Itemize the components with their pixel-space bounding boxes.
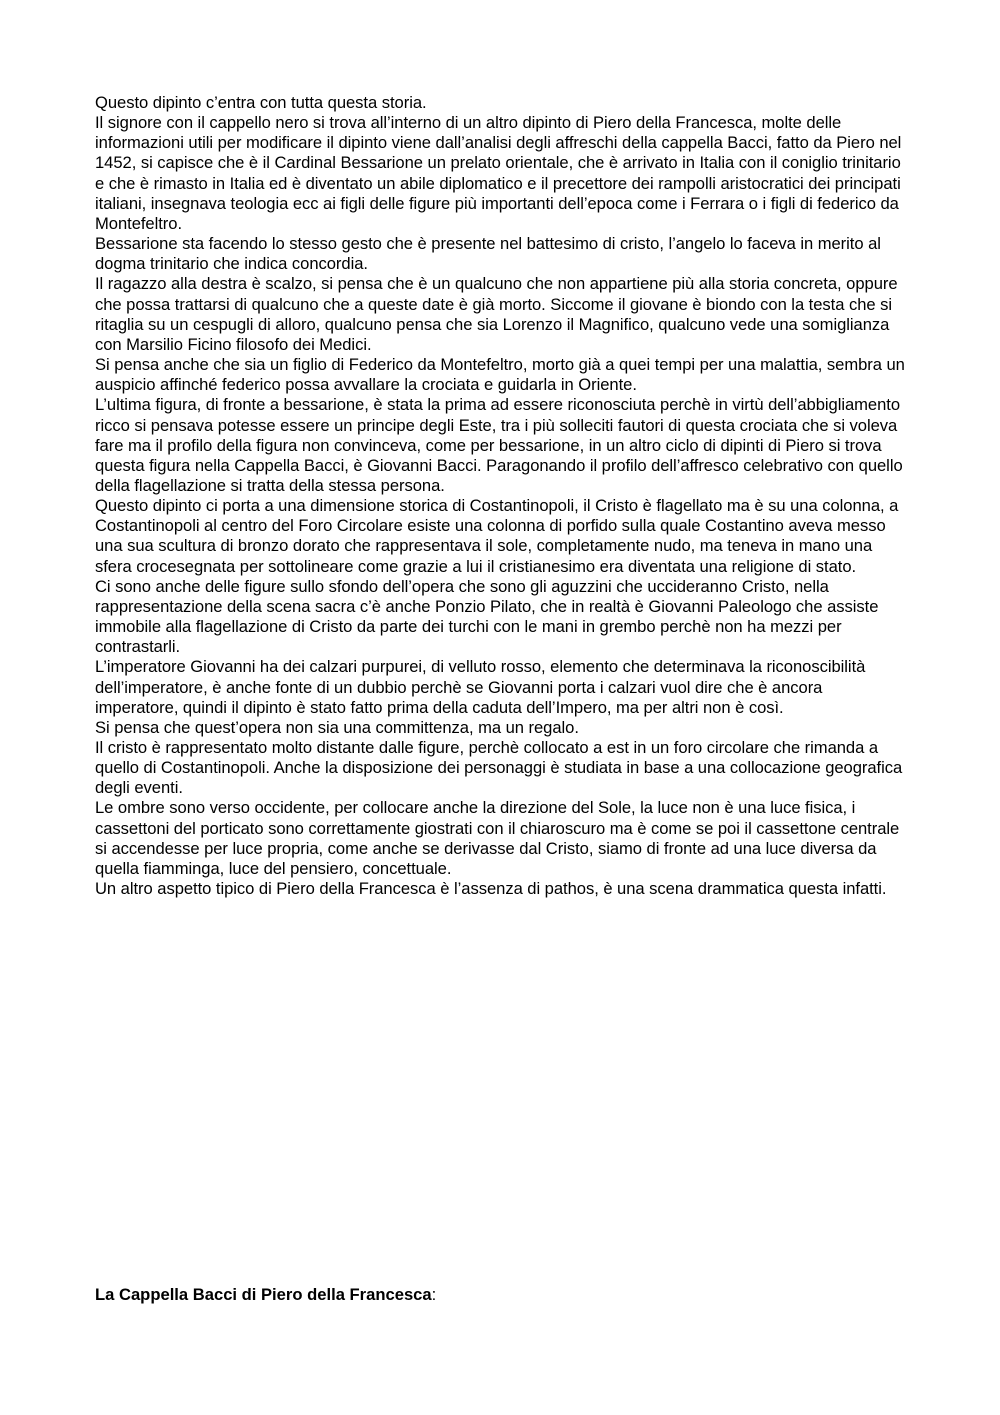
paragraph: Le ombre sono verso occidente, per collocare anche la direzione del Sole, la luce non è una luce fisica, i cassettoni del porticato sono correttamente giostrati con il chiaroscuro ma è come se poi il cassettone centrale si accendesse per luce propria, come anche se derivasse dal Cristo, siamo di fronte ad una luce diversa da quella fiamminga, luce del pensiero, concettuale. (95, 798, 900, 878)
section-heading (95, 1285, 436, 1305)
section-heading-title: La Cappella Bacci di Piero della Francesca (95, 1285, 432, 1304)
section-heading-colon: : (431, 1285, 437, 1304)
paragraph: Il ragazzo alla destra è scalzo, si pensa che è un qualcuno che non appartiene più alla storia concreta, oppure che possa trattarsi di qualcuno che a queste date è già morto. Siccome il giovane è biondo con la testa che si ritaglia su un cespugli di alloro, qualcuno pensa che sia Lorenzo il Magnifico, qualcuno vede una somiglianza con Marsilio Ficino filosofo dei Medici. (95, 274, 898, 354)
paragraph: L’imperatore Giovanni ha dei calzari purpurei, di velluto rosso, elemento che determinava la riconoscibilità dell’imperatore, è anche fonte di un dubbio perchè se Giovanni porta i calzari vuol dire che è ancora imperatore, quindi il dipinto è stato fatto prima della caduta dell’Impero, ma per altri non è così. (95, 657, 866, 717)
paragraph: Bessarione sta facendo lo stesso gesto che è presente nel battesimo di cristo, l’angelo lo faceva in merito al dogma trinitario che indica concordia. (95, 234, 881, 274)
paragraph: Si pensa anche che sia un figlio di Federico da Montefeltro, morto già a quei tempi per una malattia, sembra un auspicio affinché federico possa avvallare la crociata e guidarla in Oriente. (95, 355, 905, 395)
paragraph: Questo dipinto ci porta a una dimensione storica di Costantinopoli, il Cristo è flagellato ma è su una colonna, a Costantinopoli al centro del Foro Circolare esiste una colonna di porfido sulla quale Costantino aveva messo una sua scultura di bronzo dorato che rappresentava il sole, completamente nudo, ma teneva in mano una sfera crocesegnata per sottolineare come grazie a lui il cristianesimo era diventata una religione di stato. (95, 496, 899, 576)
paragraph: Si pensa che quest’opera non sia una committenza, ma un regalo. (95, 717, 579, 737)
paragraph: Ci sono anche delle figure sullo sfondo dell’opera che sono gli aguzzini che uccideranno Cristo, nella rappresentazione della scena sacra c’è anche Ponzio Pilato, che in realtà è Giovanni Paleologo che assiste immobile alla flagellazione di Cristo da parte dei turchi con le mani in grembo perchè non ha mezzi per contrastarli. (95, 576, 879, 657)
body-text (95, 93, 910, 899)
paragraph: L’ultima figura, di fronte a bessarione, è stata la prima ad essere riconosciuta perchè in virtù dell’abbigliamento ricco si pensava potesse essere un principe degli Este, tra i più solleciti fautori di questa crociata che si voleva fare ma il profilo della figura non convinceva, come per bessarione, in un altro ciclo di dipinti di Piero si trova questa figura nella Cappella Bacci, è Giovanni Bacci. Paragonando il profilo dell’affresco celebrativo con quello della flagellazione si tratta della stessa persona. (95, 395, 903, 495)
paragraph: Il cristo è rappresentato molto distante dalle figure, perchè collocato a est in un foro circolare che rimanda a quello di Costantinopoli. Anche la disposizione dei personaggi è studiata in base a una collocazione geografica degli eventi. (95, 738, 903, 798)
paragraph: Un altro aspetto tipico di Piero della Francesca è l’assenza di pathos, è una scena drammatica questa infatti. (95, 879, 887, 899)
paragraph: Questo dipinto c’entra con tutta questa storia. (95, 93, 427, 112)
paragraph: Il signore con il cappello nero si trova all’interno di un altro dipinto di Piero della Francesca, molte delle informazioni utili per modificare il dipinto viene dall’analisi degli affreschi della cappella Bacci, fatto da Piero nel 1452, si capisce che è il Cardinal Bessarione un prelato orientale, che è arrivato in Italia con il coniglio trinitario e che è rimasto in Italia ed è diventato un abile diplomatico e il precettore dei rampolli aristocratici dei principati italiani, insegnava teologia ecc ai figli delle figure più importanti dell’epoca come i Ferrara o i figli di federico da Montefeltro. (95, 113, 902, 233)
